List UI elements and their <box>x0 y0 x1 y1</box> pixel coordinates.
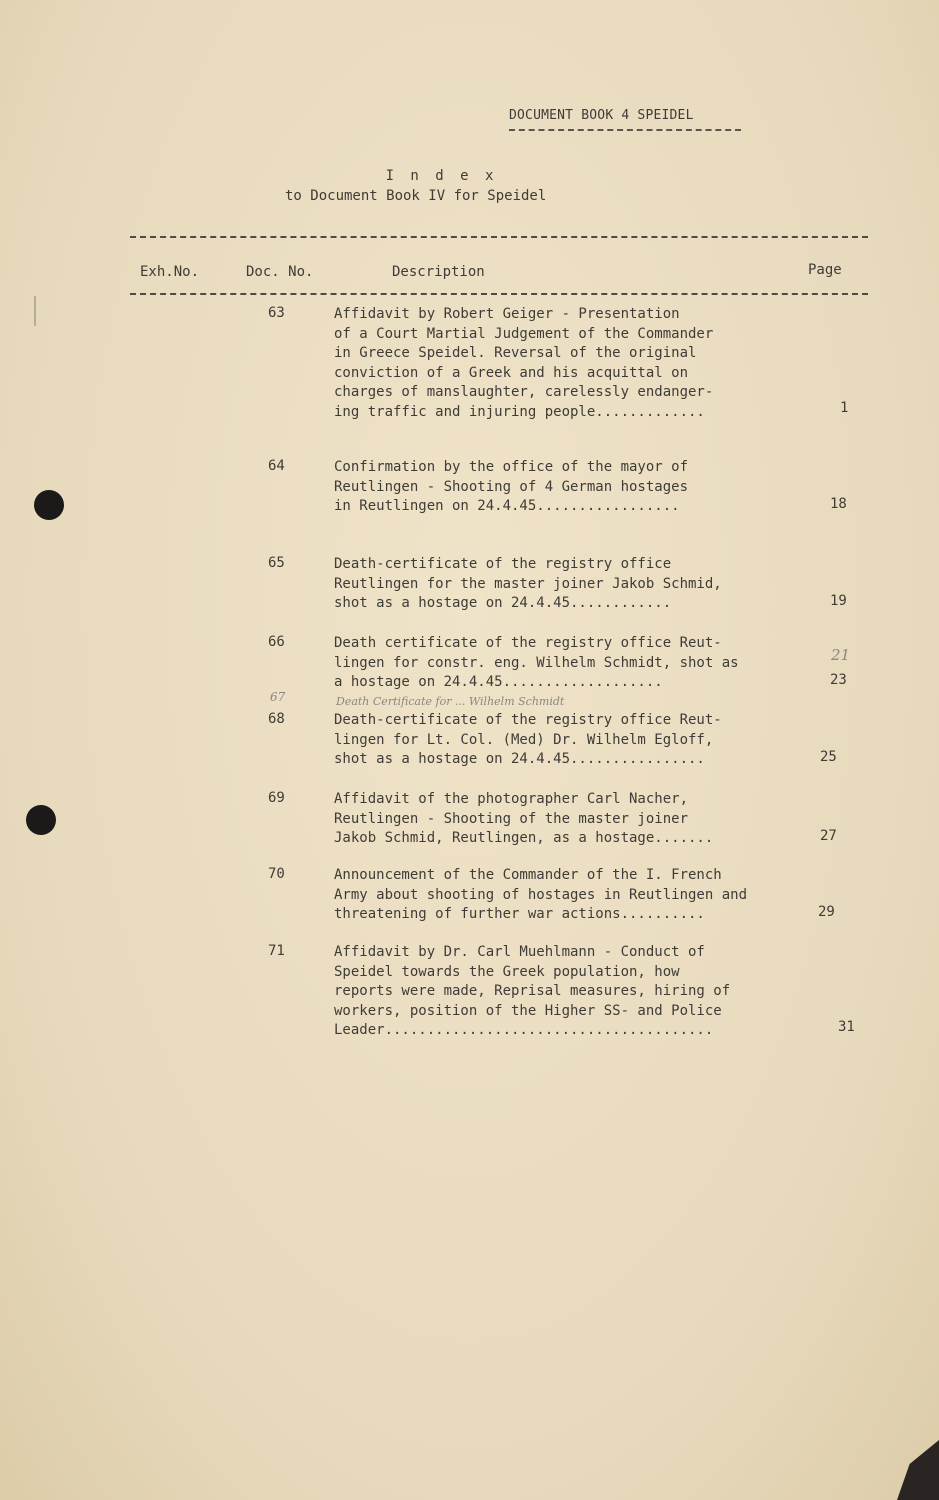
torn-corner <box>897 1440 939 1500</box>
column-header-page: Page <box>808 262 842 278</box>
page-number: 19 <box>830 593 847 609</box>
page-number: 31 <box>838 1019 855 1035</box>
doc-number: 66 <box>268 634 285 650</box>
page-number: 27 <box>820 828 837 844</box>
page-number: 25 <box>820 749 837 765</box>
punch-hole <box>34 490 64 520</box>
page-number: 29 <box>818 904 835 920</box>
header-dashed-rule <box>130 293 868 295</box>
doc-number: 69 <box>268 790 285 806</box>
entry-description: Death-certificate of the registry office Reut- lingen for Lt. Col. (Med) Dr. Wilhelm Egloff, shot as a hostage on 24.4.45................ <box>334 712 722 767</box>
doc-number: 68 <box>268 711 285 727</box>
document-header: DOCUMENT BOOK 4 SPEIDEL <box>509 108 694 123</box>
doc-number: 65 <box>268 555 285 571</box>
doc-number: 64 <box>268 458 285 474</box>
entry-description: Affidavit by Robert Geiger - Presentation of a Court Martial Judgement of the Commander in Greece Speidel. Reversal of the original conviction of a Greek and his acquittal on charges of manslaughter, carelessly endanger- ing traffic and injuring people............. <box>334 306 714 420</box>
top-dashed-rule <box>130 236 868 238</box>
entry-description: Death certificate of the registry office Reut- lingen for constr. eng. Wilhelm Schmidt, shot as a hostage on 24.4.45................... <box>334 635 739 690</box>
column-header-exh-no: Exh.No. <box>140 264 200 280</box>
column-header-doc-no: Doc. No. <box>246 264 314 280</box>
page-number: 18 <box>830 496 847 512</box>
entry-description: Affidavit of the photographer Carl Nacher, Reutlingen - Shooting of the master joiner Jakob Schmid, Reutlingen, as a hostage....... <box>334 791 714 846</box>
column-header-description: Description <box>392 264 485 280</box>
index-title: I n d e x <box>385 168 498 184</box>
entry-description: Death-certificate of the registry office Reutlingen for the master joiner Jakob Schmid, shot as a hostage on 24.4.45............ <box>334 556 722 611</box>
entry-description: Announcement of the Commander of the I. French Army about shooting of hostages in Reutlingen and threatening of further war actions.......... <box>334 867 748 922</box>
doc-number: 70 <box>268 866 285 882</box>
doc-number: 63 <box>268 305 285 321</box>
index-subtitle: to Document Book IV for Speidel <box>285 188 547 204</box>
handwritten-page-correction: 21 <box>831 646 851 664</box>
page-number: 23 <box>830 672 847 688</box>
entry-description: Confirmation by the office of the mayor of Reutlingen - Shooting of 4 German hostages in Reutlingen on 24.4.45................. <box>334 459 689 514</box>
handwritten-doc-number: 67 <box>270 690 286 704</box>
handwritten-note: Death Certificate for ... Wilhelm Schmidt <box>336 695 565 708</box>
edge-mark <box>34 296 36 326</box>
doc-number: 71 <box>268 943 285 959</box>
page-number: 1 <box>840 400 849 416</box>
header-underline <box>509 129 741 131</box>
entry-description: Affidavit by Dr. Carl Muehlmann - Conduct of Speidel towards the Greek population, how reports were made, Reprisal measures, hiring of workers, position of the Higher SS- and Police Leader....................................... <box>334 944 731 1038</box>
punch-hole <box>26 805 56 835</box>
